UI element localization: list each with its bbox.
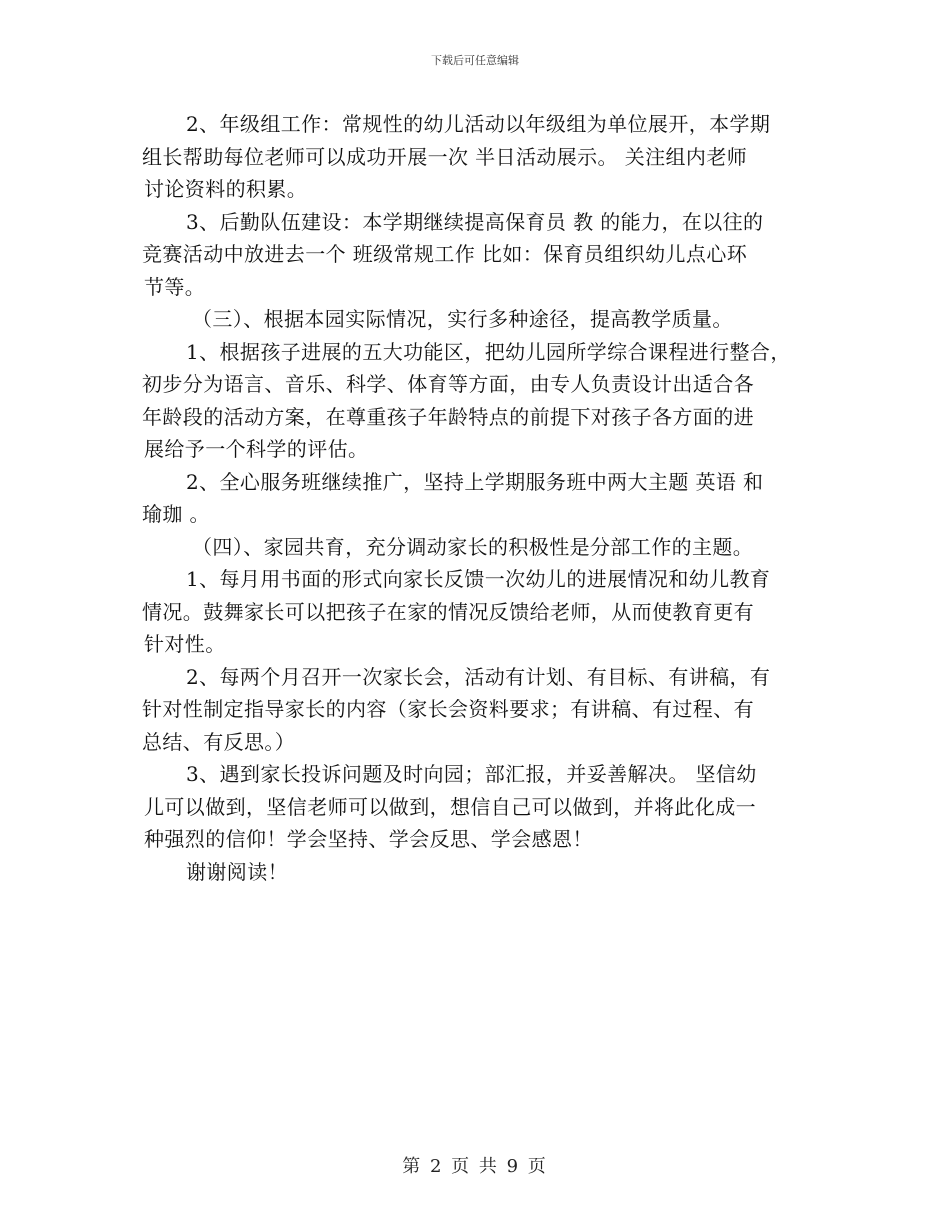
paragraph-line: 组长帮助每位老师可以成功开展一次 半日活动展示。 关注组内老师 xyxy=(142,144,748,169)
paragraph-line: 儿可以做到，坚信老师可以做到，想信自己可以做到，并将此化成一 xyxy=(144,794,756,819)
section-heading: （三）、根据本园实际情况，实行多种途径，提高教学质量。 xyxy=(192,307,733,331)
paragraph-line: 竞赛活动中放进去一个 班级常规工作 比如：保育员组织幼儿点心环 xyxy=(142,242,748,266)
paragraph-line: 2、年级组工作：常规性的幼儿活动以年级组为单位展开，本学期 xyxy=(186,112,771,136)
paragraph-line: 2、每两个月召开一次家长会，活动有计划、有目标、有讲稿，有 xyxy=(186,664,771,689)
section-heading: （四）、家园共育，充分调动家长的积极性是分部工作的主题。 xyxy=(192,534,754,559)
paragraph-line: 针对性。 xyxy=(144,632,226,656)
page-number: 第 2 页 共 9 页 xyxy=(402,1156,548,1177)
paragraph-line: 讨论资料的积累。 xyxy=(144,177,308,201)
paragraph-line: 3、遇到家长投诉问题及时向园；部汇报，并妥善解决。 坚信幼 xyxy=(186,762,757,786)
paragraph-line: 2、全心服务班继续推广，坚持上学期服务班中两大主题 英语 和 xyxy=(186,469,764,494)
paragraph-line: 种强烈的信仰！学会坚持、学会反思、学会感恩！ xyxy=(144,827,593,851)
paragraph-line: 展给予一个科学的评估。 xyxy=(144,437,369,461)
paragraph-line: 瑜珈 。 xyxy=(142,502,210,526)
paragraph-line: 1、每月用书面的形式向家长反馈一次幼儿的进展情况和幼儿教育 xyxy=(186,567,771,591)
paragraph-line: 1、根据孩子进展的五大功能区，把幼儿园所学综合课程进行整合， xyxy=(186,339,791,364)
paragraph-line: 节等。 xyxy=(144,274,206,299)
paragraph-line: 年龄段的活动方案，在尊重孩子年龄特点的前提下对孩子各方面的进 xyxy=(142,404,754,429)
document-body xyxy=(142,108,822,888)
paragraph-line: 3、后勤队伍建设：本学期继续提高保育员 教 的能力，在以往的 xyxy=(186,209,764,234)
paragraph-line: 针对性制定指导家长的内容（家长会资料要求；有讲稿、有过程、有 xyxy=(142,697,754,721)
paragraph-line: 总结、有反思。） xyxy=(142,729,296,754)
paragraph-line: 情况。鼓舞家长可以把孩子在家的情况反馈给老师，从而使教育更有 xyxy=(142,599,754,624)
page-header-note: 下载后可任意编辑 xyxy=(431,54,519,67)
paragraph-line: 初步分为语言、音乐、科学、体育等方面，由专人负责设计出适合各 xyxy=(142,372,754,396)
closing-line: 谢谢阅读！ xyxy=(186,859,288,884)
